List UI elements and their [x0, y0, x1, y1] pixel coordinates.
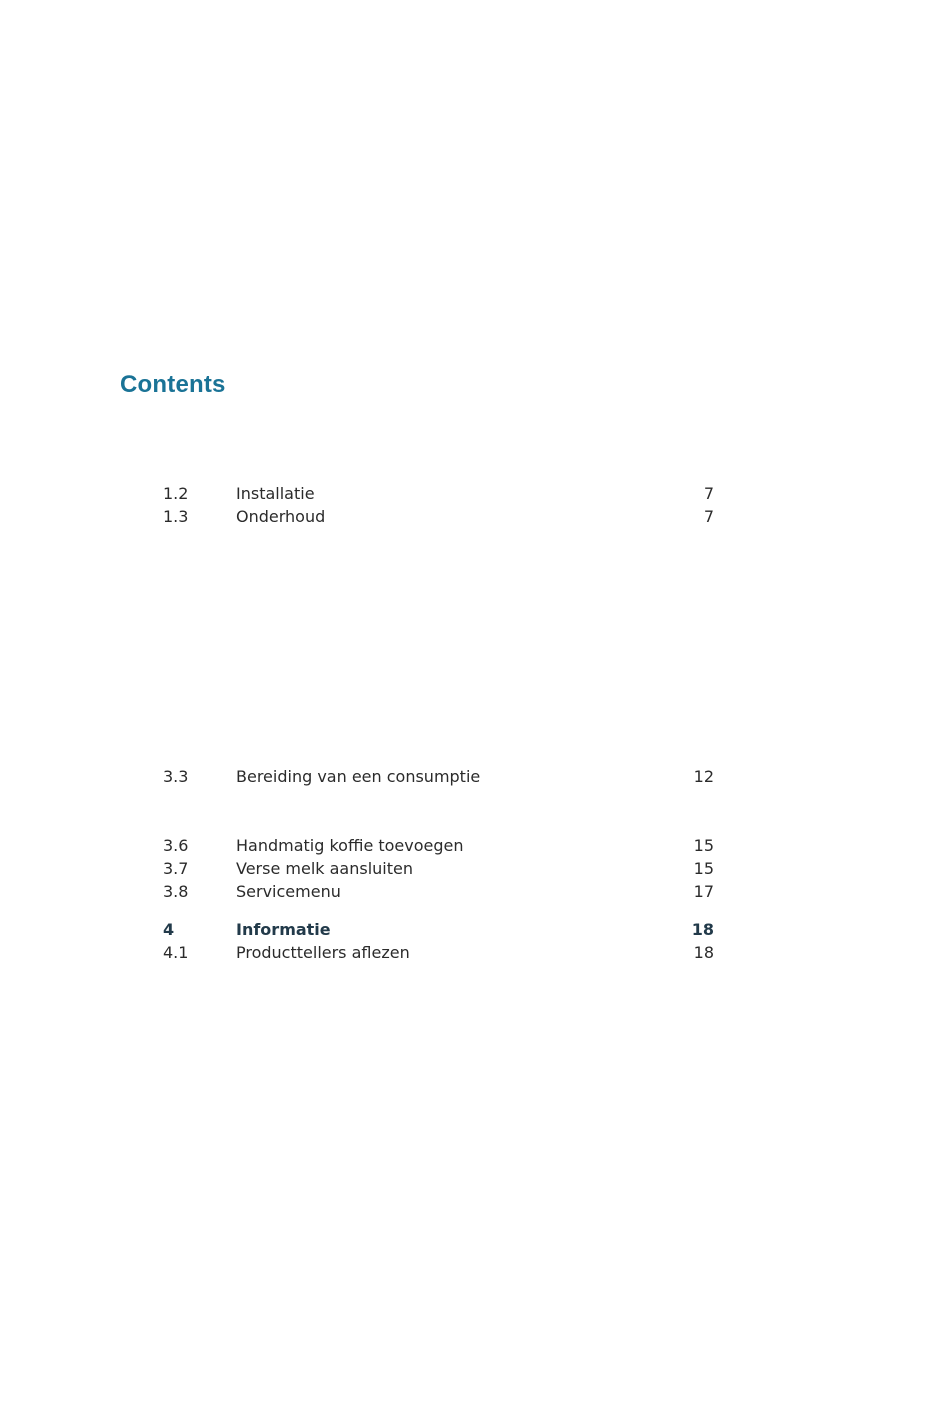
- toc-entry-3-8[interactable]: [163, 880, 714, 903]
- toc-entry-number: 3.7: [163, 859, 189, 878]
- toc-entry-3-3[interactable]: [163, 765, 714, 788]
- toc-entry-number: 1.3: [163, 507, 189, 526]
- toc-entry-label: Informatie: [236, 920, 331, 939]
- toc-entry-number: 1.2: [163, 484, 189, 503]
- toc-entry-number: 4.1: [163, 943, 189, 962]
- toc-entry-label: Servicemenu: [236, 882, 341, 901]
- toc-entry-page: 12: [693, 767, 714, 786]
- toc-entry-3-7[interactable]: [163, 857, 714, 880]
- toc-entry-page: 18: [693, 943, 714, 962]
- toc-entry-number: 3.6: [163, 836, 189, 855]
- toc-entry-page: 17: [693, 882, 714, 901]
- toc-entry-3-6[interactable]: [163, 834, 714, 857]
- toc-entry-1-2[interactable]: [163, 482, 714, 505]
- toc-entry-label: Bereiding van een consumptie: [236, 767, 481, 786]
- toc-entry-label: Installatie: [236, 484, 315, 503]
- toc-entry-1-3[interactable]: [163, 505, 714, 528]
- toc-entry-4-1[interactable]: [163, 941, 714, 964]
- toc-entry-label: Producttellers aflezen: [236, 943, 410, 962]
- toc-entry-label: Handmatig koffie toevoegen: [236, 836, 464, 855]
- toc-entry-label: Verse melk aansluiten: [236, 859, 413, 878]
- toc-entry-page: 7: [703, 507, 714, 526]
- toc-entry-page: 7: [703, 484, 714, 503]
- toc-entry-number: 3.8: [163, 882, 189, 901]
- toc-entry-label: Onderhoud: [236, 507, 326, 526]
- toc-entry-number: 3.3: [163, 767, 189, 786]
- toc-entry-page: 15: [693, 836, 714, 855]
- toc-chapter-4[interactable]: [163, 918, 714, 941]
- toc-entry-page: 18: [691, 920, 714, 939]
- page-title: Contents: [120, 371, 226, 398]
- toc-entry-page: 15: [693, 859, 714, 878]
- toc-entry-number: 4: [163, 920, 175, 939]
